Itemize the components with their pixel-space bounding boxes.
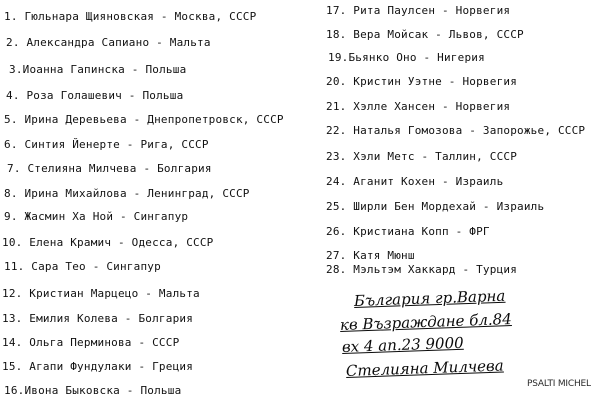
watermark: PSALTI MICHEL xyxy=(527,379,591,389)
handwritten-address xyxy=(340,288,590,388)
list-item: 14. Ольга Перминова - СССР xyxy=(2,336,180,349)
list-item: 28. Мэльтэм Хаккард - Турция xyxy=(326,263,518,276)
handwritten-line: кв Възраждане бл.84 xyxy=(339,310,513,334)
list-item: 21. Хэлле Хансен - Норвегия xyxy=(326,100,511,113)
list-item: 20. Кристин Уэтне - Норвегия xyxy=(326,75,518,88)
list-item: 15. Агапи Фундулаки - Греция xyxy=(2,360,194,373)
list-item: 9. Жасмин Ха Ной - Сингапур xyxy=(4,210,189,223)
list-item: 11. Сара Тео - Сингапур xyxy=(4,260,161,273)
list-item: 18. Вера Мойсак - Львов, СССР xyxy=(326,28,524,41)
list-item: 10. Елена Крамич - Одесса, СССР xyxy=(2,236,214,249)
list-item: 26. Кристиана Копп - ФРГ xyxy=(326,225,490,238)
list-item: 23. Хэли Метс - Таллин, СССР xyxy=(326,150,518,163)
list-item: 8. Ирина Михайлова - Ленинград, СССР xyxy=(4,187,250,200)
list-item: 12. Кристиан Марцецо - Мальта xyxy=(2,287,200,300)
list-item: 25. Ширли Бен Мордехай - Израиль xyxy=(326,200,545,213)
list-item: 7. Стелияна Милчева - Болгария xyxy=(7,162,212,175)
handwritten-line: България гр.Варна xyxy=(353,286,506,310)
list-item: 27. Катя Мюнш xyxy=(326,249,415,262)
list-item: 4. Роза Голашевич - Польша xyxy=(6,89,184,102)
list-item: 16.Ивона Быковска - Польша xyxy=(4,384,182,397)
list-item: 24. Аганит Кохен - Израиль xyxy=(326,175,504,188)
list-item: 22. Наталья Гомозова - Запорожье, СССР xyxy=(326,124,586,137)
list-item: 1. Гюльнара Щияновская - Москва, СССР xyxy=(4,10,257,23)
list-item: 2. Александра Сапиано - Мальта xyxy=(6,36,211,49)
list-item: 6. Синтия Йенерте - Рига, СССР xyxy=(4,138,209,151)
handwritten-signature: Стелияна Милчева xyxy=(345,356,504,380)
list-item: 3.Иоанна Гапинска - Польша xyxy=(9,63,187,76)
handwritten-line: вх 4 ап.23 9000 xyxy=(341,333,464,356)
list-item: 5. Ирина Деревьева - Днепропетровск, СССР xyxy=(4,113,284,126)
list-item: 13. Емилия Колева - Болгария xyxy=(2,312,194,325)
list-item: 17. Рита Паулсен - Норвегия xyxy=(326,4,511,17)
list-item: 19.Бьянко Оно - Нигерия xyxy=(328,51,485,64)
